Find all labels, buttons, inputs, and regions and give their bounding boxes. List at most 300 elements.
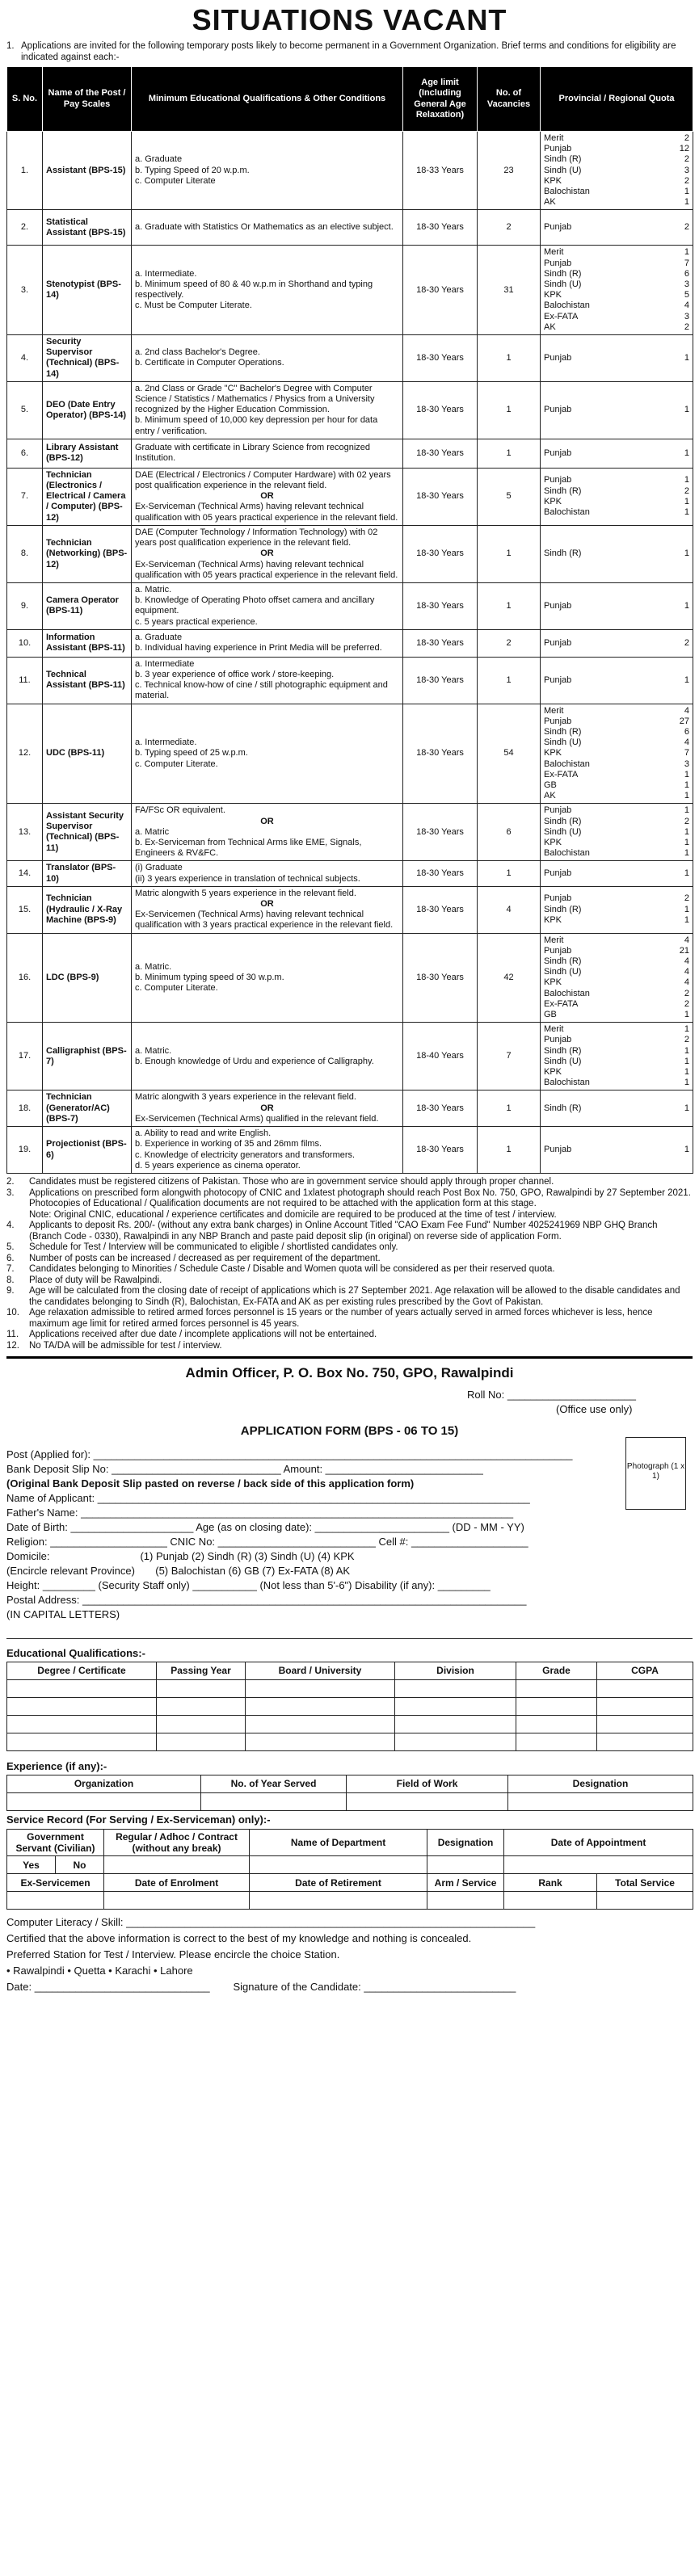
note-item bbox=[6, 1341, 693, 1352]
svc-header-row bbox=[7, 1829, 693, 1856]
station-options[interactable]: • Rawalpindi • Quetta • Karachi • Lahore bbox=[6, 1965, 193, 1977]
note-text: Number of posts can be increased / decreased as per requirement of the department. bbox=[29, 1253, 381, 1263]
quota-region: KPK bbox=[544, 977, 562, 988]
quota-count: 3 bbox=[684, 759, 689, 769]
edu-cell[interactable] bbox=[516, 1716, 597, 1733]
cnic-label: CNIC No: bbox=[170, 1536, 216, 1549]
condition-line: b. Individual having experience in Print Media will be preferred. bbox=[135, 643, 382, 653]
postal-address-field[interactable]: Postal Address: ____________________________________________________________________________ bbox=[6, 1594, 527, 1607]
condition-line: b. Ex-Serviceman from Technical Arms like EME, Signals, Engineers & RV&FC. bbox=[135, 837, 362, 859]
quota-region: Punjab bbox=[544, 448, 572, 458]
quota-count: 4 bbox=[684, 738, 689, 748]
application-form-header bbox=[6, 1389, 693, 1809]
quota-count: 21 bbox=[679, 945, 689, 956]
row-conditions bbox=[132, 439, 403, 468]
quota-count: 6 bbox=[684, 726, 689, 737]
row-vacancies: 42 bbox=[478, 933, 541, 1023]
row-vacancies: 1 bbox=[478, 582, 541, 629]
quota-region: Punjab bbox=[544, 945, 572, 956]
row-conditions bbox=[132, 210, 403, 246]
quota-count: 2 bbox=[684, 154, 689, 165]
edu-cell[interactable] bbox=[246, 1716, 395, 1733]
quota-list bbox=[544, 1145, 689, 1155]
quota-count: 1 bbox=[684, 405, 689, 415]
edu-row bbox=[7, 1733, 693, 1751]
row-vacancies: 1 bbox=[478, 1090, 541, 1127]
row-post-name: Translator (BPS-10) bbox=[43, 861, 132, 886]
table-row bbox=[7, 629, 693, 657]
edu-cell[interactable] bbox=[246, 1680, 395, 1698]
row-vacancies: 1 bbox=[478, 439, 541, 468]
note-text: Schedule for Test / Interview will be communicated to eligible / shortlisted candidates only. bbox=[29, 1242, 398, 1253]
quota-region: Ex-FATA bbox=[544, 998, 579, 1009]
row-sno: 17. bbox=[7, 1023, 43, 1090]
roll-no-label: Roll No: bbox=[467, 1389, 505, 1401]
svc-cell[interactable] bbox=[504, 1892, 597, 1910]
table-row bbox=[7, 246, 693, 335]
svc-header: Date of Appointment bbox=[504, 1829, 693, 1856]
quota-count: 1 bbox=[684, 780, 689, 790]
quota-list bbox=[544, 935, 689, 1021]
quota-regions bbox=[544, 1024, 590, 1088]
condition-line: OR bbox=[260, 1103, 274, 1113]
quota-counts bbox=[684, 222, 689, 233]
roll-no[interactable]: Roll No: ______________________ bbox=[467, 1389, 636, 1401]
edu-cell[interactable] bbox=[246, 1733, 395, 1751]
row-age-limit: 18-30 Years bbox=[403, 704, 478, 804]
exp-cell[interactable] bbox=[508, 1793, 693, 1811]
edu-cell[interactable] bbox=[157, 1680, 246, 1698]
quota-region: Merit bbox=[544, 247, 564, 258]
quota-counts bbox=[684, 675, 689, 686]
edu-cell[interactable] bbox=[7, 1733, 157, 1751]
domicile-row-1[interactable] bbox=[6, 1550, 355, 1563]
edu-cell[interactable] bbox=[395, 1680, 516, 1698]
condition-line: DAE (Computer Technology / Information Technology) with 02 years post qualification experience in the relevant field. bbox=[135, 527, 378, 548]
condition-line: c. Computer Literate. bbox=[135, 759, 218, 769]
certification-text: Certified that the above information is correct to the best of my knowledge and nothing is concealed. bbox=[6, 1932, 472, 1945]
row-post-name: Technician (Hydraulic / X-Ray Machine (BPS-9) bbox=[43, 886, 132, 933]
note-text: Note: Original CNIC, educational / experience certificates and domicile are required to be produced at the time of test / interview. bbox=[29, 1209, 557, 1220]
condition-line: OR bbox=[260, 548, 274, 559]
quota-region: Balochistan bbox=[544, 507, 590, 518]
quota-count: 4 bbox=[684, 977, 689, 988]
condition-line: b. Experience in working of 35 and 26mm films. bbox=[135, 1139, 322, 1149]
quota-counts bbox=[684, 405, 689, 415]
condition-line: DAE (Electrical / Electronics / Computer Hardware) with 02 years post qualification experience in the relevant field. bbox=[135, 469, 391, 491]
note-text: Applications received after due date / incomplete applications will not be entertained. bbox=[29, 1330, 377, 1340]
svc-cell[interactable] bbox=[504, 1856, 693, 1874]
exp-header-row bbox=[7, 1775, 693, 1793]
quota-list bbox=[544, 1103, 689, 1114]
quota-count: 7 bbox=[684, 748, 689, 759]
row-age-limit: 18-30 Years bbox=[403, 439, 478, 468]
row-vacancies: 1 bbox=[478, 657, 541, 704]
quota-counts bbox=[684, 353, 689, 363]
edu-cell[interactable] bbox=[395, 1698, 516, 1716]
edu-cell[interactable] bbox=[597, 1716, 693, 1733]
row-quota bbox=[541, 381, 693, 439]
svc-yesno-row bbox=[7, 1856, 693, 1874]
edu-cell[interactable] bbox=[157, 1716, 246, 1733]
svc-no[interactable]: No bbox=[56, 1856, 104, 1874]
row-age-limit: 18-30 Years bbox=[403, 629, 478, 657]
experience-heading: Experience (if any):- bbox=[6, 1760, 107, 1773]
condition-line: b. Typing Speed of 20 w.p.m. bbox=[135, 165, 250, 175]
row-sno: 19. bbox=[7, 1127, 43, 1174]
quota-count: 1 bbox=[684, 791, 689, 801]
amount-label: Amount: bbox=[283, 1463, 323, 1476]
encircle-label: (Encircle relevant Province) bbox=[6, 1565, 135, 1578]
quota-region: Sindh (R) bbox=[544, 816, 582, 826]
row-sno: 3. bbox=[7, 246, 43, 335]
note-number: 12. bbox=[6, 1340, 19, 1351]
quota-count: 2 bbox=[684, 988, 689, 998]
experience-table bbox=[6, 1775, 693, 1811]
quota-count: 1 bbox=[684, 548, 689, 559]
quota-count: 12 bbox=[679, 144, 689, 154]
exp-header: No. of Year Served bbox=[201, 1775, 347, 1793]
condition-line: a. 2nd Class or Grade "C" Bachelor's Degree with Computer Science / Statistics / Mathematics / Physics from a University recognized by the Higher Education Commission. bbox=[135, 383, 375, 415]
quota-region: Punjab bbox=[544, 600, 572, 611]
edu-cell[interactable] bbox=[516, 1698, 597, 1716]
quota-region: KPK bbox=[544, 837, 562, 847]
row-vacancies: 5 bbox=[478, 468, 541, 525]
table-row bbox=[7, 861, 693, 886]
quota-counts bbox=[684, 893, 689, 926]
row-post-name: Statistical Assistant (BPS-15) bbox=[43, 210, 132, 246]
quota-region: AK bbox=[544, 197, 556, 208]
quota-count: 1 bbox=[684, 496, 689, 506]
table-row bbox=[7, 525, 693, 582]
quota-counts bbox=[684, 548, 689, 559]
quota-count: 2 bbox=[684, 133, 689, 143]
note-number: 5. bbox=[6, 1242, 15, 1253]
form-title: APPLICATION FORM (BPS - 06 TO 15) bbox=[240, 1424, 459, 1439]
note-text: Candidates must be registered citizens of Pakistan. Those who are in government service should apply through proper channel. bbox=[29, 1177, 554, 1187]
exp-cell[interactable] bbox=[347, 1793, 508, 1811]
svc-cell[interactable] bbox=[104, 1856, 250, 1874]
quota-count: 4 bbox=[684, 956, 689, 966]
row-sno: 18. bbox=[7, 1090, 43, 1127]
note-item bbox=[6, 1330, 693, 1341]
svc-header: Designation bbox=[427, 1829, 504, 1856]
row-conditions bbox=[132, 704, 403, 804]
svc-cell[interactable] bbox=[250, 1856, 427, 1874]
row-vacancies: 23 bbox=[478, 132, 541, 210]
father-name-field[interactable]: Father's Name: __________________________________________________________________________ bbox=[6, 1507, 514, 1519]
quota-count: 4 bbox=[684, 967, 689, 977]
table-row bbox=[7, 381, 693, 439]
condition-line: a. Graduate bbox=[135, 632, 183, 643]
row-conditions bbox=[132, 1090, 403, 1127]
quota-count: 2 bbox=[684, 485, 689, 496]
svc-yes[interactable]: Yes bbox=[7, 1856, 56, 1874]
quota-count: 5 bbox=[684, 290, 689, 300]
quota-counts bbox=[684, 805, 689, 859]
quota-region: Punjab bbox=[544, 258, 572, 268]
edu-cell[interactable] bbox=[246, 1698, 395, 1716]
row-sno: 10. bbox=[7, 629, 43, 657]
post-applied-field[interactable]: Post (Applied for): __________________________________________________________________________________ bbox=[6, 1448, 573, 1461]
quota-count: 4 bbox=[684, 705, 689, 716]
quota-regions bbox=[544, 405, 571, 415]
quota-region: Sindh (U) bbox=[544, 165, 582, 175]
quota-count: 1 bbox=[684, 600, 689, 611]
quota-count: 1 bbox=[684, 475, 689, 485]
quota-count: 1 bbox=[684, 1103, 689, 1113]
quota-count: 1 bbox=[684, 197, 689, 208]
edu-row bbox=[7, 1680, 693, 1698]
row-vacancies: 4 bbox=[478, 886, 541, 933]
quota-region: Merit bbox=[544, 705, 564, 716]
header-qualifications: Minimum Educational Qualifications & Other Conditions bbox=[132, 67, 403, 132]
quota-region: Punjab bbox=[544, 674, 572, 685]
edu-cell[interactable] bbox=[7, 1680, 157, 1698]
edu-cell[interactable] bbox=[597, 1698, 693, 1716]
quota-counts bbox=[680, 706, 689, 802]
quota-counts bbox=[684, 601, 689, 611]
religion-field[interactable]: Religion: ____________________ CNIC No: ___________________________ Cell #: ____________________ bbox=[6, 1536, 528, 1549]
quota-region: Sindh (U) bbox=[544, 1056, 582, 1066]
signature-label: Signature of the Candidate: bbox=[233, 1981, 361, 1994]
quota-count: 1 bbox=[684, 247, 689, 258]
condition-line: c. Knowledge of electricity generators and transformers. bbox=[135, 1149, 356, 1160]
svc-cell[interactable] bbox=[427, 1856, 504, 1874]
condition-line: a. Intermediate. bbox=[135, 268, 197, 279]
dob-field[interactable]: Date of Birth: _____________________ Age (as on closing date): _______________________ (DD - MM - YY) bbox=[6, 1521, 524, 1534]
edu-cell[interactable] bbox=[157, 1733, 246, 1751]
computer-literacy-field[interactable]: Computer Literacy / Skill: ______________________________________________________________________ bbox=[6, 1916, 536, 1929]
condition-line: b. Knowledge of Operating Photo offset camera and ancillary equipment. bbox=[135, 595, 375, 616]
quota-list bbox=[544, 706, 689, 802]
signature-row[interactable]: Date: ______________________________ Signature of the Candidate: __________________________ bbox=[6, 1981, 516, 1994]
deposit-note: (Original Bank Deposit Slip pasted on reverse / back side of this application form) bbox=[6, 1477, 415, 1490]
note-number: 11. bbox=[6, 1330, 19, 1340]
dd-label: (DD - MM - YY) bbox=[452, 1521, 524, 1534]
name-label: Name of Applicant: bbox=[6, 1492, 95, 1505]
svc-cell[interactable] bbox=[427, 1892, 504, 1910]
note-number: 10. bbox=[6, 1308, 19, 1318]
row-quota bbox=[541, 657, 693, 704]
condition-line: Ex-Servicemen (Technical Arms) qualified in the relevant field. bbox=[135, 1113, 379, 1124]
condition-line: FA/FSc OR equivalent. bbox=[135, 805, 225, 816]
edu-table-wrap bbox=[6, 1662, 693, 1751]
edu-cell[interactable] bbox=[157, 1698, 246, 1716]
quota-counts bbox=[684, 475, 689, 518]
age-label: Age (as on closing date): bbox=[196, 1521, 313, 1534]
row-post-name: DEO (Date Entry Operator) (BPS-14) bbox=[43, 381, 132, 439]
edu-cell[interactable] bbox=[395, 1733, 516, 1751]
intro-paragraph bbox=[6, 40, 693, 63]
svc-cell[interactable] bbox=[597, 1892, 693, 1910]
svc-ex-header: Date of Enrolment bbox=[104, 1874, 250, 1892]
row-age-limit: 18-30 Years bbox=[403, 381, 478, 439]
note-text: Candidates belonging to Minorities / Schedule Caste / Disable and Women quota will be considered as per their reserved quota. bbox=[29, 1264, 555, 1275]
quota-region: KPK bbox=[544, 496, 562, 506]
svc-cell[interactable] bbox=[7, 1892, 104, 1910]
edu-cell[interactable] bbox=[597, 1680, 693, 1698]
table-row bbox=[7, 804, 693, 861]
quota-region: GB bbox=[544, 780, 557, 790]
edu-cell[interactable] bbox=[7, 1716, 157, 1733]
quota-region: Sindh (R) bbox=[544, 1103, 582, 1113]
address-line[interactable] bbox=[6, 1631, 693, 1639]
svc-cell[interactable] bbox=[104, 1892, 250, 1910]
row-post-name: Security Supervisor (Technical) (BPS-14) bbox=[43, 335, 132, 382]
svc-header: Government Servant (Civilian) bbox=[7, 1829, 104, 1856]
condition-line: Matric alongwith 3 years experience in the relevant field. bbox=[135, 1092, 356, 1103]
quota-region: Sindh (R) bbox=[544, 154, 582, 165]
condition-line: a. Matric. bbox=[135, 1045, 172, 1056]
quota-list bbox=[544, 805, 689, 859]
edu-cell[interactable] bbox=[395, 1716, 516, 1733]
quota-counts bbox=[684, 1024, 689, 1088]
condition-line: b. Minimum speed of 80 & 40 w.p.m in Shorthand and typing respectively. bbox=[135, 279, 373, 300]
condition-line: OR bbox=[260, 816, 274, 826]
quota-regions bbox=[544, 222, 571, 233]
row-conditions bbox=[132, 525, 403, 582]
condition-line: Ex-Serviceman (Technical Arms) having relevant technical qualification with 05 years practical experience in the relevant field. bbox=[135, 559, 398, 580]
quota-count: 1 bbox=[684, 1024, 689, 1035]
quota-count: 1 bbox=[684, 805, 689, 816]
edu-row bbox=[7, 1698, 693, 1716]
condition-line: Ex-Serviceman (Technical Arms) having relevant technical qualification with 05 years practical experience in the relevant field. bbox=[135, 502, 398, 523]
height-field[interactable]: Height: _________ (Security Staff only) ___________ (Not less than 5'-6") Disability (if any): _________ bbox=[6, 1579, 491, 1592]
row-sno: 8. bbox=[7, 525, 43, 582]
condition-line: a. Graduate bbox=[135, 154, 183, 165]
table-row bbox=[7, 335, 693, 382]
exp-row bbox=[7, 1793, 693, 1811]
condition-line: (i) Graduate bbox=[135, 863, 183, 873]
post-label: Post (Applied for): bbox=[6, 1448, 91, 1461]
quota-region: GB bbox=[544, 1010, 557, 1020]
quota-list bbox=[544, 353, 689, 363]
condition-line: Matric alongwith 5 years experience in the relevant field. bbox=[135, 888, 356, 898]
quota-count: 1 bbox=[684, 826, 689, 837]
quota-count: 1 bbox=[684, 352, 689, 363]
photograph-box[interactable] bbox=[625, 1437, 686, 1510]
quota-regions bbox=[544, 133, 590, 208]
note-item bbox=[6, 1275, 693, 1287]
note-text: Applicants to deposit Rs. 200/- (without any extra bank charges) in Online Account Titled "CAO Exam Fee Fund" Number 4025241969 NBP GHQ Branch (Branch Code - 0330), Rawalpindi in any NBP Branch and paste paid deposit slip (in original) on reverse side of application Form. bbox=[29, 1221, 658, 1242]
quota-list bbox=[544, 675, 689, 686]
applicant-name-field[interactable]: Name of Applicant: __________________________________________________________________________ bbox=[6, 1492, 530, 1505]
quota-count: 7 bbox=[684, 258, 689, 268]
quota-region: Ex-FATA bbox=[544, 769, 579, 780]
edu-cell[interactable] bbox=[597, 1733, 693, 1751]
row-age-limit: 18-30 Years bbox=[403, 582, 478, 629]
table-row bbox=[7, 886, 693, 933]
domicile-row-2[interactable] bbox=[6, 1565, 350, 1578]
row-sno: 6. bbox=[7, 439, 43, 468]
dob-label: Date of Birth: bbox=[6, 1521, 68, 1534]
cell-label: Cell #: bbox=[378, 1536, 409, 1549]
note-number: 2. bbox=[6, 1177, 15, 1187]
svc-header: Regular / Adhoc / Contract (without any break) bbox=[104, 1829, 250, 1856]
row-vacancies: 1 bbox=[478, 381, 541, 439]
quota-region: Punjab bbox=[544, 405, 572, 415]
quota-region: KPK bbox=[544, 914, 562, 925]
quota-regions bbox=[544, 805, 590, 859]
quota-region: AK bbox=[544, 791, 556, 801]
svc-cell[interactable] bbox=[250, 1892, 427, 1910]
quota-region: Sindh (R) bbox=[544, 726, 582, 737]
row-quota bbox=[541, 1127, 693, 1174]
row-post-name: Projectionist (BPS-6) bbox=[43, 1127, 132, 1174]
quota-region: Punjab bbox=[544, 222, 572, 233]
quota-region: Sindh (U) bbox=[544, 279, 582, 290]
preferred-station-text: Preferred Station for Test / Interview. Please encircle the choice Station. bbox=[6, 1948, 340, 1961]
table-header-row bbox=[7, 67, 693, 132]
exp-header: Designation bbox=[508, 1775, 693, 1793]
note-item bbox=[6, 1177, 693, 1188]
condition-line: b. Enough knowledge of Urdu and experience of Calligraphy. bbox=[135, 1056, 374, 1066]
quota-region: Sindh (R) bbox=[544, 548, 582, 559]
table-row bbox=[7, 704, 693, 804]
table-row bbox=[7, 933, 693, 1023]
deposit-slip-field[interactable]: Bank Deposit Slip No: _____________________________ Amount: ___________________________ bbox=[6, 1463, 483, 1476]
row-conditions bbox=[132, 381, 403, 439]
exp-cell[interactable] bbox=[7, 1793, 201, 1811]
row-sno: 16. bbox=[7, 933, 43, 1023]
office-use: (Office use only) bbox=[556, 1403, 633, 1416]
date-label: Date: bbox=[6, 1981, 32, 1994]
header-age-limit: Age limit (Including General Age Relaxation) bbox=[403, 67, 478, 132]
quota-regions bbox=[544, 353, 571, 363]
note-number bbox=[6, 1210, 29, 1221]
condition-line: a. Matric. bbox=[135, 961, 172, 972]
condition-line: OR bbox=[260, 898, 274, 909]
row-quota bbox=[541, 886, 693, 933]
edu-header-row bbox=[7, 1662, 693, 1680]
row-quota bbox=[541, 246, 693, 335]
note-item bbox=[6, 1210, 693, 1221]
row-conditions bbox=[132, 582, 403, 629]
edu-cell[interactable] bbox=[7, 1698, 157, 1716]
row-vacancies: 31 bbox=[478, 246, 541, 335]
exp-header: Organization bbox=[7, 1775, 201, 1793]
quota-region: Punjab bbox=[544, 868, 572, 878]
row-quota bbox=[541, 933, 693, 1023]
condition-line: a. Matric bbox=[135, 826, 170, 837]
edu-cell[interactable] bbox=[516, 1680, 597, 1698]
row-quota bbox=[541, 335, 693, 382]
edu-cell[interactable] bbox=[516, 1733, 597, 1751]
quota-region: Sindh (U) bbox=[544, 738, 582, 748]
quota-region: Punjab bbox=[544, 475, 572, 485]
row-age-limit: 18-30 Years bbox=[403, 861, 478, 886]
row-conditions bbox=[132, 468, 403, 525]
quota-region: KPK bbox=[544, 1067, 562, 1078]
quota-region: Sindh (R) bbox=[544, 268, 582, 279]
note-text: Place of duty will be Rawalpindi. bbox=[29, 1275, 162, 1285]
row-quota bbox=[541, 704, 693, 804]
quota-region: Merit bbox=[544, 935, 564, 945]
exp-cell[interactable] bbox=[201, 1793, 347, 1811]
quota-count: 1 bbox=[684, 769, 689, 780]
quota-region: Merit bbox=[544, 133, 564, 143]
slip-label: Bank Deposit Slip No: bbox=[6, 1463, 109, 1476]
quota-counts bbox=[684, 638, 689, 649]
row-conditions bbox=[132, 933, 403, 1023]
table-row bbox=[7, 210, 693, 246]
row-vacancies: 6 bbox=[478, 804, 541, 861]
row-vacancies: 2 bbox=[478, 629, 541, 657]
row-post-name: UDC (BPS-11) bbox=[43, 704, 132, 804]
edu-header: Degree / Certificate bbox=[7, 1662, 157, 1680]
note-text: Age will be calculated from the closing date of receipt of applications which is 27 September 2021. Age relaxation will be allowed to the disable candidates and the candidates belonging to Sindh (R), Balochistan, Ex-FATA and AK as per existing rules prescribed by the Govt of Pakistan. bbox=[29, 1286, 680, 1307]
